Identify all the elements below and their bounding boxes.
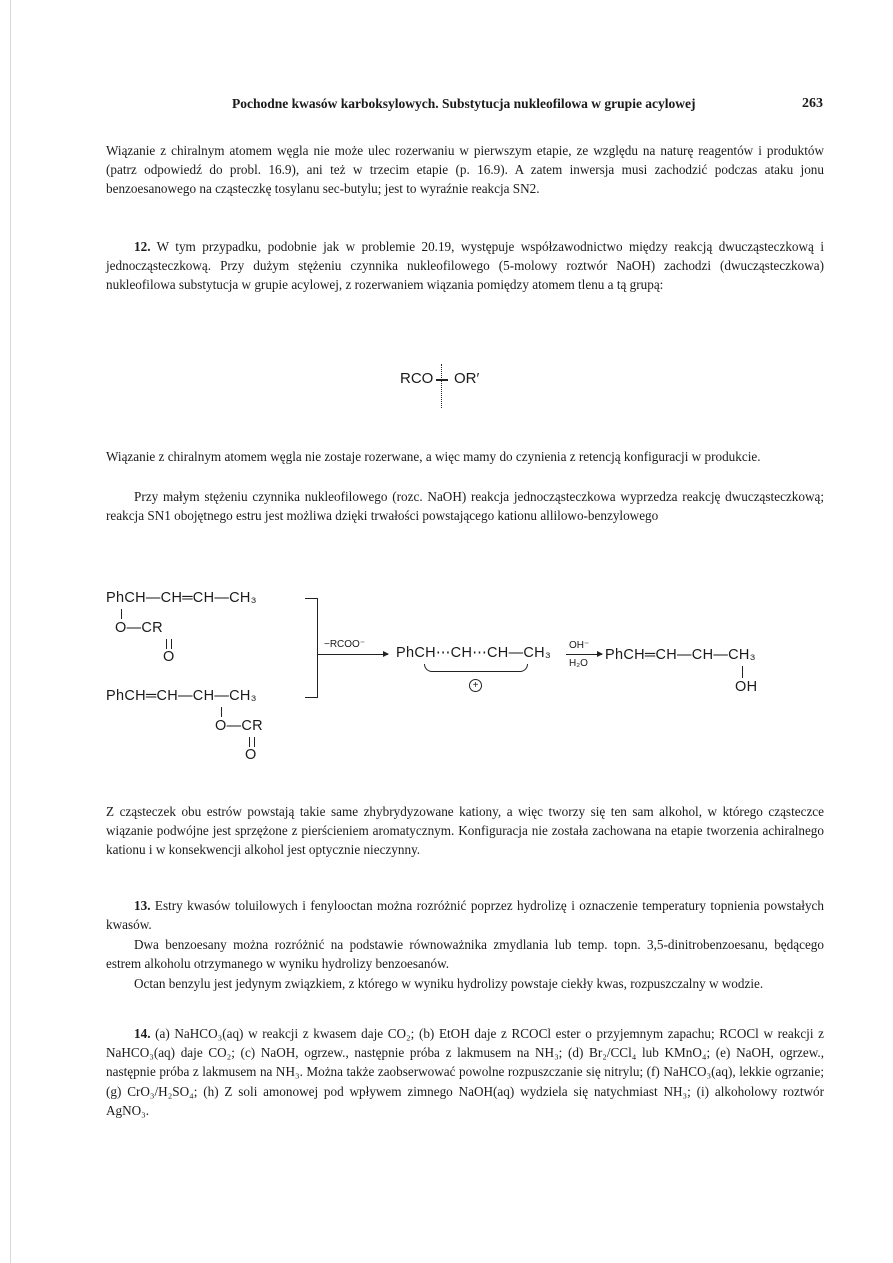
reagent-water: H₂O <box>569 658 588 669</box>
running-header <box>106 96 823 116</box>
allyl-cation: PhCH⋯CH⋯CH—CH₃ <box>396 645 552 661</box>
paragraph-13 <box>106 896 824 934</box>
bracket-vertical <box>317 598 318 698</box>
ester1-chain: PhCH—CH═CH—CH₃ <box>106 590 257 606</box>
formula-acyl: RCO <box>400 370 434 387</box>
product-bond-c-oh <box>742 666 743 678</box>
paragraph-14-text: (a) NaHCO₃(aq) w reakcji z kwasem daje CO₂; (b) EtOH daje z RCOCl ester o przyjemnym zapachu; RCOCl w reakcji z NaHCO₃(aq) daje CO₂; (c) NaOH, ogrzew., następnie próba z lakmusem na NH₃; (d) Br₂/CCl₄ lub KMnO₄; (e) NaOH, ogrzew., następnie próba z lakmusem na NH₃. Można także zaobserwować powolne rozpuszczanie się nitrylu; (f) NaHCO₃(aq), lekkie ogrzanie; (g) CrO₃/H₂SO₄; (h) Z soli amonowej pod wpływem zimnego NaOH(aq) wydziela się natychmiast NH₃; (i) alkoholowy roztwór AgNO₃. <box>106 1026 824 1118</box>
paragraph-sn1: Przy małym stężeniu czynnika nukleofilowego (rozc. NaOH) reakcja jednocząsteczkowa wyprzedza reakcję dwucząsteczkową; reakcja SN1 obojętnego estru jest możliwa dzięki trwałości powstającego kationu allilowo-benzylowego <box>106 489 824 524</box>
cleavage-line <box>441 364 442 408</box>
product-chain: PhCH═CH—CH—CH₃ <box>605 647 756 663</box>
bracket-top <box>305 598 317 599</box>
paragraph-12-text: W tym przypadku, podobnie jak w problemie 20.19, występuje współzawodnictwo między reakcją dwucząsteczkową i jednocząsteczkową. Przy dużym stężeniu czynnika nukleofilowego (5-molowy roztwór NaOH) zachodzi (dwucząsteczkowa) nukleofilowa substytucja w grupie acylowej, z rozerwaniem wiązania pomiędzy atomem tlenu a tą grupą: <box>106 239 824 293</box>
ester1-bond-c-o <box>121 609 122 619</box>
formula-alkoxy: OR′ <box>454 370 480 387</box>
formula-bond <box>436 379 448 381</box>
product-hydroxyl: OH <box>735 679 758 695</box>
ester1-carbonyl-o: O <box>163 649 175 665</box>
cleavage-formula <box>400 364 540 408</box>
problem-number-12: 12. <box>134 239 151 254</box>
problem-number-13: 13. <box>134 898 151 913</box>
paragraph-benzyl-acetate: Octan benzylu jest jedynym związkiem, z którego w wyniku hydrolizy powstaje ciekły kwas, rozpuszczalny w wodzie. <box>134 976 764 991</box>
ester2-ester-group: O—CR <box>215 718 263 734</box>
paragraph-cation: Z cząsteczek obu estrów powstają takie same zhybrydyzowane kationy, a więc tworzy się ten sam alkohol, w którego cząsteczce wiązanie podwójne jest sprzężone z pierścieniem aromatycznym. Konfiguracja nie została zachowana na etapie tworzenia achiralnego kationu i w konsekwencji alkohol jest optycznie nieczynny. <box>106 804 824 858</box>
delocalization-brace <box>424 664 528 672</box>
ester2-carbonyl-o: O <box>245 747 257 763</box>
problem-number-14: 14. <box>134 1026 151 1041</box>
bracket-bottom <box>305 697 317 698</box>
ester1-ester-group: O—CR <box>115 620 163 636</box>
paragraph-1: Wiązanie z chiralnym atomem węgla nie może ulec rozerwaniu w pierwszym etapie, ze względu na naturę reagentów i produktów (patrz odpowiedź do probl. 16.9), ani też w trzecim etapie (p. 16.9). A zatem inwersja musi zachodzić podczas ataku jonu benzoesanowego na cząsteczkę tosylanu sec-butylu; jest to wyraźnie reakcja SN2. <box>106 143 824 197</box>
ester2-chain: PhCH═CH—CH—CH₃ <box>106 688 257 704</box>
arrow-ionization <box>318 654 388 655</box>
cation-charge: + <box>469 679 482 692</box>
paragraph-13-text: Estry kwasów toluilowych i fenylooctan można rozróżnić poprzez hydrolizę i oznaczenie temperatury topnienia powstałych kwasów. <box>106 898 824 933</box>
paragraph-retention: Wiązanie z chiralnym atomem węgla nie zostaje rozerwane, a więc mamy do czynienia z retencją konfiguracji w produkcie. <box>106 449 761 464</box>
reagent-hydroxide: OH⁻ <box>569 640 590 651</box>
leaving-group-label: −RCOO⁻ <box>324 639 366 650</box>
paragraph-12 <box>106 237 824 295</box>
arrow-hydrolysis <box>566 654 602 655</box>
ester2-double-bond <box>249 737 255 747</box>
paragraph-benzoates: Dwa benzoesany można rozróżnić na podstawie równoważnika zmydlania lub temp. topn. 3,5-dinitrobenzoesanu, będącego estrem alkoholu otrzymanego w wyniku hydrolizy benzoesanów. <box>106 937 824 972</box>
header-title: Pochodne kwasów karboksylowych. Substytucja nukleofilowa w grupie acylowej <box>232 96 696 111</box>
scan-edge-line <box>10 0 11 1263</box>
paragraph-14 <box>106 1024 824 1120</box>
ester2-bond-c-o <box>221 707 222 717</box>
page-number: 263 <box>802 96 823 111</box>
ester1-double-bond <box>166 639 172 649</box>
